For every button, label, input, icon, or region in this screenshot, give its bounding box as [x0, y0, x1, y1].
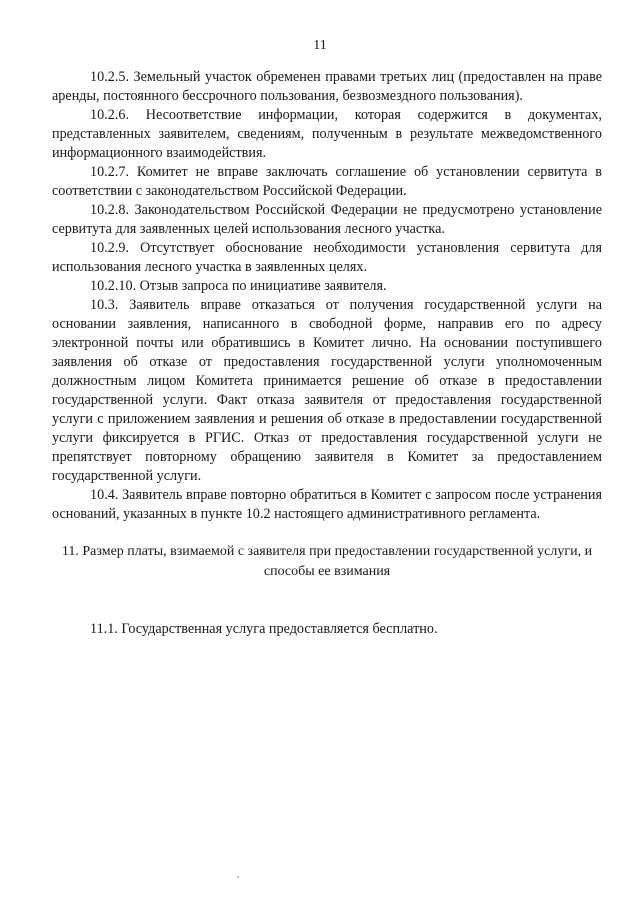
paragraph-11-1: 11.1. Государственная услуга предоставляется бесплатно. [90, 621, 438, 637]
paragraph-10-2-6: 10.2.6. Несоответствие информации, которая содержится в документах, представленных заявителем, сведениям, полученным в результате межведомственного информационного взаимодействия. [52, 107, 602, 161]
document-body [52, 68, 602, 639]
section-heading-11: 11. Размер платы, взимаемой с заявителя при предоставлении государственной услуги, и способы ее взимания [61, 544, 593, 579]
paragraph-10-2-10: 10.2.10. Отзыв запроса по инициативе заявителя. [90, 278, 387, 294]
scan-speck [237, 876, 239, 878]
paragraph-10-3: 10.3. Заявитель вправе отказаться от получения государственной услуги на основании заявления, написанного в свободной форме, направив его по адресу электронной почты или обратившись в Комитет лично. На основании поступившего заявления об отказе от предоставления государственной услуги уполномоченным должностным лицом Комитета принимается решение об отказе в предоставлении государственной услуги. Факт отказа заявителя от предоставления государственной услуги с приложением заявления и решения об отказе в предоставлении государственной услуги фиксируется в РГИС. Отказ от предоставления государственной услуги не препятствует повторному обращению заявителя в Комитет за предоставлением государственной услуги. [52, 297, 602, 484]
paragraph-10-2-8: 10.2.8. Законодательством Российской Федерации не предусмотрено установление сервитута для заявленных целей использования лесного участка. [52, 202, 602, 237]
spacer [52, 528, 602, 542]
paragraph-10-4: 10.4. Заявитель вправе повторно обратиться в Комитет с запросом после устранения оснований, указанных в пункте 10.2 настоящего административного регламента. [52, 487, 602, 522]
spacer [52, 582, 602, 620]
paragraph-10-2-9: 10.2.9. Отсутствует обоснование необходимости установления сервитута для использования лесного участка в заявленных целях. [52, 240, 602, 275]
page-number: 11 [313, 38, 327, 53]
paragraph-10-2-7: 10.2.7. Комитет не вправе заключать соглашение об установлении сервитута в соответствии с законодательством Российской Федерации. [52, 164, 602, 199]
paragraph-10-2-5: 10.2.5. Земельный участок обременен правами третьих лиц (предоставлен на праве аренды, постоянного бессрочного пользования, безвозмездного пользования). [52, 69, 602, 104]
